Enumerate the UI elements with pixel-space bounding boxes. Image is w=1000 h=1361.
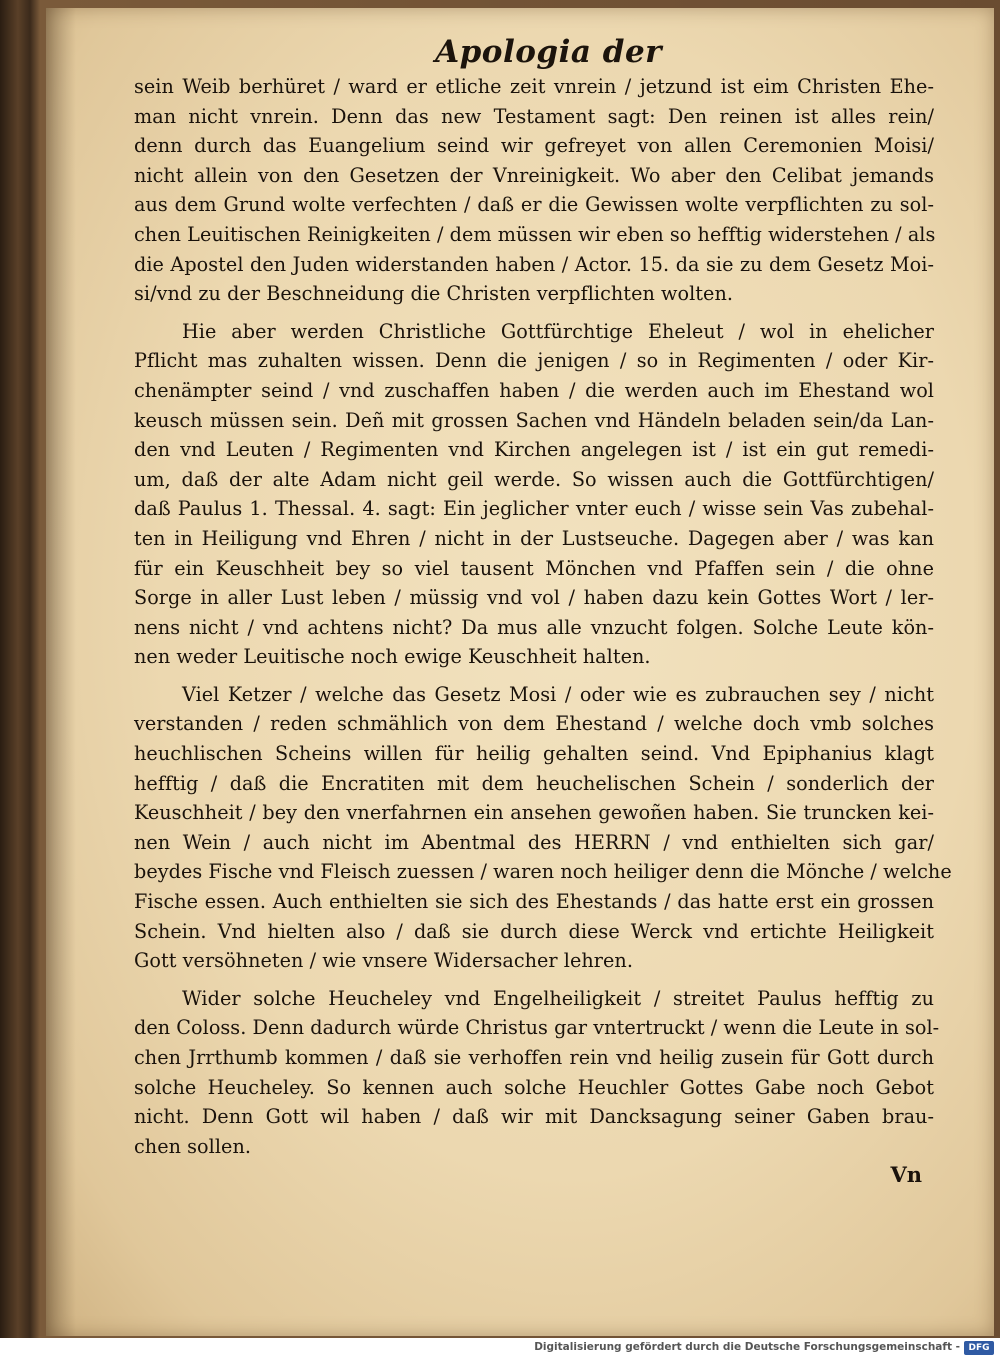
text-line: nen weder Leuitische noch ewige Keuschheit halten. (134, 645, 651, 669)
text-line: Schein. Vnd hielten also / daß sie durch diese Werck vnd ertichte Heiligkeit (134, 919, 934, 943)
text-line: Keuschheit / bey den vnerfahrnen ein ansehen gewoñen haben. Sie truncken kei- (134, 801, 934, 825)
text-line: für ein Keuschheit bey so viel tausent Mönchen vnd Pfaffen sein / die ohne (134, 556, 934, 580)
text-line: sein Weib berhüret / ward er etliche zeit vnrein / jetzund ist eim Christen Ehe- (134, 75, 934, 98)
footer-credit: Digitalisierung gefördert durch die Deutsche Forschungsgemeinschaft - (534, 1341, 960, 1353)
footer-bar (0, 1338, 1000, 1361)
paragraph-4 (134, 984, 940, 1162)
text-line: heuchlischen Scheins willen für heilig gehalten seind. Vnd Epiphanius klagt (134, 742, 934, 766)
text-line: den Coloss. Denn dadurch würde Christus gar vntertruckt / wenn die Leute in sol- (134, 1016, 940, 1040)
text-line: hefftig / daß die Encratiten mit dem heuchelischen Schein / sonderlich der (134, 771, 934, 795)
text-line: nicht allein von den Gesetzen der Vnreinigkeit. Wo aber den Celibat jemands (134, 163, 934, 187)
text-line: Fische essen. Auch enthielten sie sich des Ehestands / das hatte erst ein grossen (134, 890, 934, 914)
text-line: nens nicht / vnd achtens nicht? Da mus alle vnzucht folgen. Solche Leute kön- (134, 615, 934, 639)
text-line: den vnd Leuten / Regimenten vnd Kirchen angelegen ist / ist ein gut remedi- (134, 438, 934, 462)
text-line: Pflicht mas zuhalten wissen. Denn die jenigen / so in Regimenten / oder Kir- (134, 349, 934, 373)
text-line: verstanden / reden schmählich von dem Ehestand / welche doch vmb solches (134, 712, 934, 736)
text-line: chen Jrrthumb kommen / daß sie verhoffen rein vnd heilig zusein für Gott durch (134, 1046, 934, 1069)
text-line: solche Heucheley. So kennen auch solche Heuchler Gottes Gabe noch Gebot (134, 1075, 934, 1099)
page-gutter-shadow (46, 8, 76, 1336)
text-line: beydes Fische vnd Fleisch zuessen / waren noch heiliger denn die Mönche / welche (134, 860, 952, 884)
text-line: chen Leuitischen Reinigkeiten / dem müssen wir eben so hefftig widerstehen / als (134, 222, 936, 246)
running-head: Apologia der (435, 34, 662, 70)
text-line: Wider solche Heucheley vnd Engelheiligkeit / streitet Paulus hefftig zu (182, 986, 934, 1010)
text-line: Sorge in aller Lust leben / müssig vnd vol / haben dazu kein Gottes Wort / ler- (134, 586, 934, 610)
text-line: aus dem Grund wolte verfechten / daß er die Gewissen wolte verpflichten zu sol- (134, 193, 934, 217)
paragraph-3 (134, 680, 952, 976)
text-line: nicht. Denn Gott wil haben / daß wir mit Dancksagung seiner Gaben brau- (134, 1105, 934, 1129)
text-line: die Apostel den Juden widerstanden haben / Actor. 15. da sie zu dem Gesetz Moi- (134, 252, 934, 276)
body-text (134, 72, 952, 1169)
text-line: chenämpter seind / vnd zuschaffen haben / die werden auch im Ehestand wol (134, 378, 934, 402)
paragraph-2 (134, 317, 934, 672)
catchword: Vn (890, 1162, 922, 1187)
text-line: Viel Ketzer / welche das Gesetz Mosi / oder wie es zubrauchen sey / nicht (182, 682, 934, 706)
text-line: si/vnd zu der Beschneidung die Christen verpflichten wolten. (134, 282, 734, 306)
text-line: Gott versöhneten / wie vnsere Widersacher lehren. (134, 949, 633, 973)
text-line: denn durch das Euangelium seind wir gefreyet von allen Ceremonien Moisi/ (134, 134, 934, 158)
paragraph-1 (134, 72, 934, 309)
text-line: ten in Heiligung vnd Ehren / nicht in der Lustseuche. Dagegen aber / was kan (134, 526, 934, 550)
text-line: chen sollen. (134, 1134, 251, 1158)
text-line: keusch müssen sein. Deñ mit grossen Sachen vnd Händeln beladen sein/da Lan- (134, 408, 934, 432)
text-line: um, daß der alte Adam nicht geil werde. So wissen auch die Gottfürchtigen/ (134, 467, 934, 491)
text-line: daß Paulus 1. Thessal. 4. sagt: Ein jeglicher vnter euch / wisse sein Vas zubehal- (134, 497, 934, 521)
text-line: man nicht vnrein. Denn das new Testament sagt: Den reinen ist alles rein/ (134, 104, 934, 128)
text-line: nen Wein / auch nicht im Abentmal des HERRN / vnd enthielten sich gar/ (134, 830, 934, 854)
dfg-logo: DFG (964, 1341, 994, 1355)
text-line: Hie aber werden Christliche Gottfürchtige Eheleut / wol in ehelicher (182, 319, 934, 343)
